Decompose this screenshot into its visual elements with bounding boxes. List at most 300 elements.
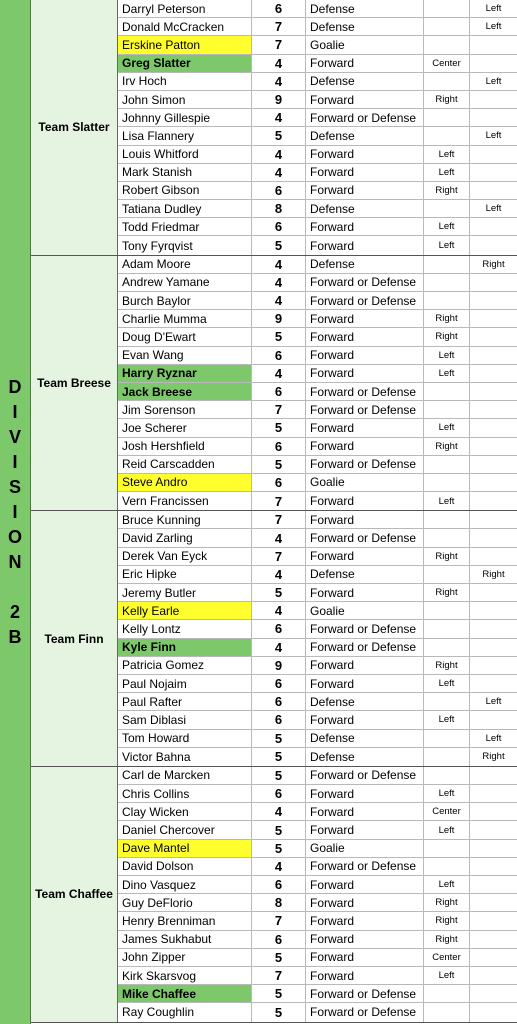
player-position: Forward <box>306 657 424 674</box>
player-rating: 5 <box>252 236 306 254</box>
forward-side <box>424 693 470 710</box>
player-name: Vern Francissen <box>118 492 252 510</box>
player-row <box>118 492 517 510</box>
player-rating: 9 <box>252 91 306 108</box>
player-position: Forward <box>306 218 424 235</box>
player-name: Jeremy Butler <box>118 584 252 601</box>
defense-side <box>470 292 517 309</box>
player-position: Forward <box>306 584 424 601</box>
player-position: Forward <box>306 821 424 838</box>
player-name: Steve Andro <box>118 474 252 491</box>
player-rating: 6 <box>252 693 306 710</box>
player-name: Carl de Marcken <box>118 767 252 784</box>
team-name: Team Chaffee <box>31 767 118 1022</box>
player-rating: 4 <box>252 55 306 72</box>
defense-side <box>470 675 517 692</box>
player-rating: 4 <box>252 146 306 163</box>
player-rating: 4 <box>252 803 306 820</box>
player-rating: 4 <box>252 292 306 309</box>
player-rating: 4 <box>252 365 306 382</box>
player-name: Tony Fyrqvist <box>118 236 252 254</box>
player-position: Defense <box>306 566 424 583</box>
player-rating: 4 <box>252 73 306 90</box>
player-rating: 6 <box>252 711 306 728</box>
player-row <box>118 18 517 36</box>
division-letter: D <box>8 376 22 397</box>
player-name: Lisa Flannery <box>118 127 252 144</box>
defense-side <box>470 310 517 327</box>
player-rating: 6 <box>252 931 306 948</box>
player-name: Daniel Chercover <box>118 821 252 838</box>
forward-side: Left <box>424 236 470 254</box>
forward-side <box>424 767 470 784</box>
defense-side <box>470 876 517 893</box>
forward-side: Right <box>424 438 470 455</box>
player-position: Forward <box>306 894 424 911</box>
player-name: Kelly Lontz <box>118 620 252 637</box>
player-row <box>118 328 517 346</box>
player-row <box>118 821 517 839</box>
player-row <box>118 548 517 566</box>
player-row <box>118 109 517 127</box>
defense-side <box>470 164 517 181</box>
player-rating: 7 <box>252 401 306 418</box>
defense-side <box>470 218 517 235</box>
player-rating: 5 <box>252 1003 306 1021</box>
player-rating: 5 <box>252 584 306 601</box>
player-rating: 5 <box>252 748 306 766</box>
player-position: Forward <box>306 146 424 163</box>
defense-side <box>470 584 517 601</box>
forward-side <box>424 840 470 857</box>
forward-side: Center <box>424 55 470 72</box>
defense-side <box>470 511 517 528</box>
player-rating: 5 <box>252 767 306 784</box>
defense-side: Left <box>485 696 502 708</box>
player-rating: 4 <box>252 602 306 619</box>
player-rating: 4 <box>252 566 306 583</box>
player-row <box>118 785 517 803</box>
player-position: Forward <box>306 949 424 966</box>
player-rating: 4 <box>252 109 306 126</box>
player-rating: 8 <box>252 894 306 911</box>
player-position: Forward <box>306 236 424 254</box>
player-rating: 4 <box>252 639 306 656</box>
player-position: Defense <box>306 18 424 35</box>
player-name: Mike Chaffee <box>118 985 252 1002</box>
player-rating: 7 <box>252 967 306 984</box>
defense-side <box>470 36 517 53</box>
player-position: Forward or Defense <box>306 858 424 875</box>
forward-side <box>424 73 470 90</box>
player-name: Ray Coughlin <box>118 1003 252 1021</box>
forward-side: Left <box>424 419 470 436</box>
forward-side <box>424 985 470 1002</box>
player-row <box>118 383 517 401</box>
player-name: David Dolson <box>118 858 252 875</box>
player-row <box>118 912 517 930</box>
player-position: Goalie <box>306 474 424 491</box>
player-position: Defense <box>306 693 424 710</box>
player-row <box>118 310 517 328</box>
player-name: Jack Breese <box>118 383 252 400</box>
player-row <box>118 256 517 274</box>
forward-side <box>424 456 470 473</box>
forward-side: Left <box>424 821 470 838</box>
forward-side: Left <box>424 218 470 235</box>
player-position: Forward or Defense <box>306 292 424 309</box>
player-name: Harry Ryznar <box>118 365 252 382</box>
defense-side <box>470 529 517 546</box>
player-row <box>118 985 517 1003</box>
forward-side: Left <box>424 711 470 728</box>
player-position: Forward or Defense <box>306 383 424 400</box>
player-position: Forward <box>306 548 424 565</box>
defense-side <box>470 967 517 984</box>
player-rating: 6 <box>252 876 306 893</box>
player-position: Forward or Defense <box>306 529 424 546</box>
defense-side <box>470 146 517 163</box>
defense-side <box>470 328 517 345</box>
defense-side <box>470 620 517 637</box>
player-name: Kirk Skarsvog <box>118 967 252 984</box>
forward-side <box>424 639 470 656</box>
forward-side: Right <box>424 548 470 565</box>
player-rating: 7 <box>252 492 306 510</box>
player-rating: 5 <box>252 127 306 144</box>
defense-side <box>470 438 517 455</box>
player-row <box>118 365 517 383</box>
player-position: Forward <box>306 328 424 345</box>
forward-side <box>424 18 470 35</box>
player-position: Forward <box>306 182 424 199</box>
player-rating: 7 <box>252 912 306 929</box>
defense-side <box>470 639 517 656</box>
player-position: Forward <box>306 967 424 984</box>
forward-side: Left <box>424 146 470 163</box>
forward-side: Left <box>424 347 470 364</box>
forward-side: Left <box>424 967 470 984</box>
player-row <box>118 767 517 785</box>
forward-side <box>424 511 470 528</box>
player-row <box>118 858 517 876</box>
player-rating: 4 <box>252 164 306 181</box>
player-name: Henry Brenniman <box>118 912 252 929</box>
forward-side <box>424 1003 470 1021</box>
defense-side: Left <box>485 130 502 142</box>
player-row <box>118 711 517 729</box>
defense-side <box>470 821 517 838</box>
division-letter: I <box>12 401 18 422</box>
player-name: Kyle Finn <box>118 639 252 656</box>
player-rating: 8 <box>252 200 306 217</box>
player-row <box>118 748 517 766</box>
player-row <box>118 602 517 620</box>
player-rating: 6 <box>252 347 306 364</box>
player-name: Reid Carscadden <box>118 456 252 473</box>
defense-side <box>470 912 517 929</box>
player-position: Forward or Defense <box>306 1003 424 1021</box>
player-name: Jim Sorenson <box>118 401 252 418</box>
player-name: Andrew Yamane <box>118 274 252 291</box>
player-row <box>118 1003 517 1021</box>
team-block <box>31 511 517 767</box>
player-position: Forward <box>306 803 424 820</box>
defense-side: Left <box>485 21 502 33</box>
player-name: Darryl Peterson <box>118 0 252 17</box>
player-row <box>118 675 517 693</box>
player-name: Patricia Gomez <box>118 657 252 674</box>
player-position: Forward or Defense <box>306 274 424 291</box>
player-name: Derek Van Eyck <box>118 548 252 565</box>
player-row <box>118 401 517 419</box>
player-row <box>118 584 517 602</box>
division-letter: 2 <box>9 601 20 622</box>
defense-side <box>470 274 517 291</box>
player-name: Donald McCracken <box>118 18 252 35</box>
player-position: Forward <box>306 711 424 728</box>
division-letter: O <box>7 526 22 547</box>
forward-side: Center <box>424 949 470 966</box>
player-position: Forward <box>306 438 424 455</box>
player-name: Todd Friedmar <box>118 218 252 235</box>
player-rating: 5 <box>252 419 306 436</box>
forward-side: Right <box>424 931 470 948</box>
forward-side: Left <box>424 675 470 692</box>
player-row <box>118 894 517 912</box>
player-rating: 7 <box>252 548 306 565</box>
player-rating: 4 <box>252 256 306 273</box>
player-rating: 7 <box>252 18 306 35</box>
defense-side: Left <box>485 732 502 744</box>
team-block <box>31 256 517 512</box>
player-position: Forward <box>306 931 424 948</box>
division-letter: V <box>8 426 21 447</box>
player-row <box>118 474 517 492</box>
player-row <box>118 840 517 858</box>
player-row <box>118 693 517 711</box>
defense-side: Left <box>485 75 502 87</box>
forward-side: Left <box>424 876 470 893</box>
forward-side <box>424 36 470 53</box>
team-block <box>31 0 517 256</box>
division-letter: B <box>8 626 22 647</box>
player-row <box>118 73 517 91</box>
player-position: Defense <box>306 0 424 17</box>
defense-side <box>470 602 517 619</box>
defense-side <box>470 419 517 436</box>
player-position: Goalie <box>306 602 424 619</box>
defense-side <box>470 1003 517 1021</box>
player-row <box>118 164 517 182</box>
forward-side: Right <box>424 584 470 601</box>
player-rating: 6 <box>252 0 306 17</box>
forward-side: Center <box>424 803 470 820</box>
player-rating: 6 <box>252 438 306 455</box>
player-name: Dino Vasquez <box>118 876 252 893</box>
player-position: Forward <box>306 675 424 692</box>
player-name: Joe Scherer <box>118 419 252 436</box>
division-letter: I <box>12 501 18 522</box>
player-name: Burch Baylor <box>118 292 252 309</box>
player-position: Forward <box>306 347 424 364</box>
forward-side: Left <box>424 164 470 181</box>
player-name: Charlie Mumma <box>118 310 252 327</box>
forward-side <box>424 730 470 747</box>
player-row <box>118 218 517 236</box>
team-block <box>31 767 517 1023</box>
player-name: Robert Gibson <box>118 182 252 199</box>
player-position: Defense <box>306 200 424 217</box>
player-position: Forward or Defense <box>306 456 424 473</box>
teams-container <box>31 0 517 1023</box>
defense-side <box>470 55 517 72</box>
forward-side: Left <box>424 365 470 382</box>
defense-side: Right <box>482 258 505 270</box>
player-rows <box>118 256 517 511</box>
player-position: Forward or Defense <box>306 639 424 656</box>
team-name: Team Finn <box>31 511 118 766</box>
player-name: Johnny Gillespie <box>118 109 252 126</box>
forward-side <box>424 620 470 637</box>
player-position: Forward or Defense <box>306 767 424 784</box>
player-rating: 6 <box>252 620 306 637</box>
player-position: Forward <box>306 91 424 108</box>
player-name: Kelly Earle <box>118 602 252 619</box>
defense-side <box>470 767 517 784</box>
player-row <box>118 730 517 748</box>
forward-side: Right <box>424 328 470 345</box>
forward-side: Right <box>424 894 470 911</box>
player-name: Irv Hoch <box>118 73 252 90</box>
player-rating: 5 <box>252 840 306 857</box>
defense-side <box>470 347 517 364</box>
player-row <box>118 0 517 18</box>
forward-side <box>424 256 470 273</box>
forward-side <box>424 858 470 875</box>
forward-side <box>424 383 470 400</box>
division-letter: N <box>8 551 22 572</box>
player-rating: 6 <box>252 785 306 802</box>
player-row <box>118 419 517 437</box>
player-name: Tatiana Dudley <box>118 200 252 217</box>
player-rating: 5 <box>252 456 306 473</box>
defense-side <box>470 456 517 473</box>
player-name: Greg Slatter <box>118 55 252 72</box>
defense-side <box>470 711 517 728</box>
player-rows <box>118 767 517 1022</box>
player-rows <box>118 0 517 255</box>
player-row <box>118 55 517 73</box>
player-name: Erskine Patton <box>118 36 252 53</box>
player-row <box>118 292 517 310</box>
forward-side: Right <box>424 310 470 327</box>
defense-side <box>470 985 517 1002</box>
defense-side <box>470 91 517 108</box>
forward-side: Right <box>424 657 470 674</box>
player-name: Clay Wicken <box>118 803 252 820</box>
player-position: Forward <box>306 164 424 181</box>
defense-side <box>470 657 517 674</box>
player-name: Victor Bahna <box>118 748 252 766</box>
player-row <box>118 803 517 821</box>
player-position: Forward <box>306 876 424 893</box>
player-name: Evan Wang <box>118 347 252 364</box>
player-name: Josh Hershfield <box>118 438 252 455</box>
player-position: Forward <box>306 492 424 510</box>
player-row <box>118 91 517 109</box>
player-rating: 5 <box>252 328 306 345</box>
player-rating: 5 <box>252 949 306 966</box>
player-name: Sam Diblasi <box>118 711 252 728</box>
player-row <box>118 931 517 949</box>
player-rating: 6 <box>252 383 306 400</box>
forward-side <box>424 200 470 217</box>
player-name: Bruce Kunning <box>118 511 252 528</box>
player-rating: 9 <box>252 310 306 327</box>
defense-side <box>470 109 517 126</box>
player-rating: 7 <box>252 511 306 528</box>
player-row <box>118 566 517 584</box>
defense-side <box>470 931 517 948</box>
player-row <box>118 949 517 967</box>
player-row <box>118 620 517 638</box>
player-rating: 6 <box>252 474 306 491</box>
defense-side: Right <box>482 751 505 763</box>
team-name: Team Breese <box>31 256 118 511</box>
player-position: Forward <box>306 55 424 72</box>
player-name: Paul Nojaim <box>118 675 252 692</box>
division-letter: S <box>8 476 21 497</box>
player-name: John Simon <box>118 91 252 108</box>
player-row <box>118 456 517 474</box>
player-position: Forward or Defense <box>306 620 424 637</box>
player-name: Doug D'Ewart <box>118 328 252 345</box>
forward-side: Left <box>424 492 470 510</box>
defense-side <box>470 858 517 875</box>
defense-side <box>470 548 517 565</box>
player-row <box>118 36 517 54</box>
player-name: Guy DeFlorio <box>118 894 252 911</box>
player-row <box>118 146 517 164</box>
forward-side <box>424 401 470 418</box>
defense-side <box>470 840 517 857</box>
defense-side <box>470 401 517 418</box>
player-rating: 6 <box>252 182 306 199</box>
forward-side <box>424 529 470 546</box>
team-name: Team Slatter <box>31 0 118 255</box>
defense-side <box>470 949 517 966</box>
player-position: Goalie <box>306 840 424 857</box>
defense-side: Right <box>482 568 505 580</box>
player-position: Defense <box>306 730 424 747</box>
player-row <box>118 529 517 547</box>
player-rating: 4 <box>252 274 306 291</box>
player-row <box>118 182 517 200</box>
defense-side <box>470 365 517 382</box>
player-row <box>118 347 517 365</box>
player-name: Paul Rafter <box>118 693 252 710</box>
defense-side <box>470 182 517 199</box>
player-name: David Zarling <box>118 529 252 546</box>
defense-side: Left <box>485 203 502 215</box>
forward-side: Right <box>424 91 470 108</box>
player-rating: 5 <box>252 730 306 747</box>
player-rating: 5 <box>252 985 306 1002</box>
player-row <box>118 200 517 218</box>
player-name: James Sukhabut <box>118 931 252 948</box>
player-rating: 6 <box>252 675 306 692</box>
